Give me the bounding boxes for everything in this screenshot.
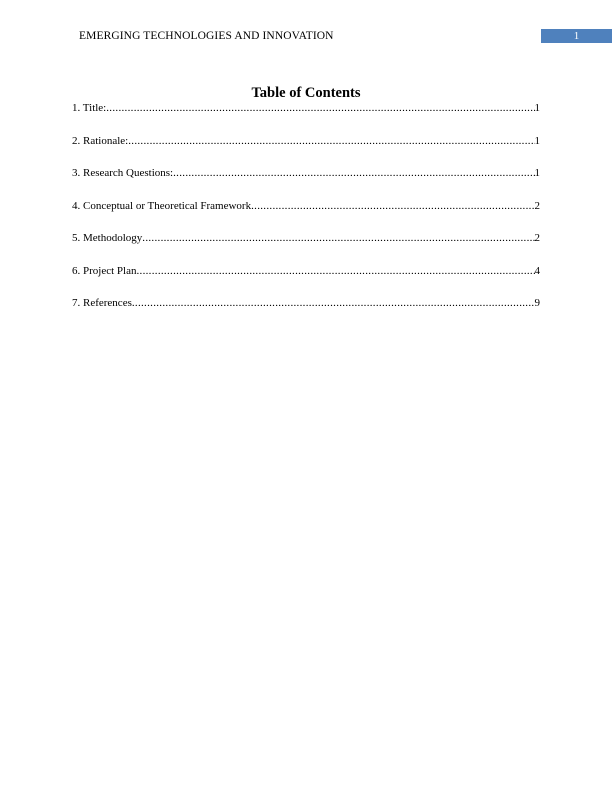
toc-entry-research-questions[interactable]	[72, 165, 540, 181]
page-number-box	[541, 29, 612, 43]
toc-entry-page: 2	[534, 199, 540, 212]
toc-entry-page: 4	[534, 264, 540, 277]
toc-entry-project-plan[interactable]	[72, 263, 540, 279]
toc-entry-title[interactable]	[72, 100, 540, 116]
toc-entry-page: 1	[534, 134, 540, 147]
page-number: 1	[573, 30, 580, 42]
toc-entry-label: 6. Project Plan	[72, 264, 137, 277]
toc-entry-framework[interactable]	[72, 198, 540, 214]
toc-entry-page: 1	[534, 167, 540, 179]
toc-dot-leader	[142, 230, 534, 246]
toc-dot-leader	[173, 165, 534, 181]
table-of-contents	[72, 100, 540, 328]
toc-entry-label: 1. Title:	[72, 102, 107, 114]
toc-entry-label: 3. Research Questions:	[72, 167, 174, 179]
toc-entry-rationale[interactable]	[72, 133, 540, 149]
toc-entry-page: 1	[534, 102, 540, 114]
toc-entry-label: 5. Methodology	[72, 232, 143, 244]
toc-dot-leader	[136, 263, 534, 279]
toc-dot-leader	[132, 295, 535, 311]
toc-entry-label: 2. Rationale:	[72, 134, 129, 147]
toc-dot-leader	[106, 100, 534, 116]
toc-entry-page: 9	[534, 297, 540, 309]
running-header-title: EMERGING TECHNOLOGIES AND INNOVATION	[79, 30, 334, 42]
toc-dot-leader	[251, 198, 534, 214]
toc-entry-label: 4. Conceptual or Theoretical Framework	[72, 199, 252, 212]
toc-entry-label: 7. References	[72, 297, 132, 309]
toc-entry-methodology[interactable]	[72, 230, 540, 246]
toc-entry-references[interactable]	[72, 295, 540, 311]
toc-entry-page: 2	[534, 232, 540, 244]
toc-dot-leader	[128, 133, 534, 149]
toc-heading: Table of Contents	[251, 85, 361, 101]
